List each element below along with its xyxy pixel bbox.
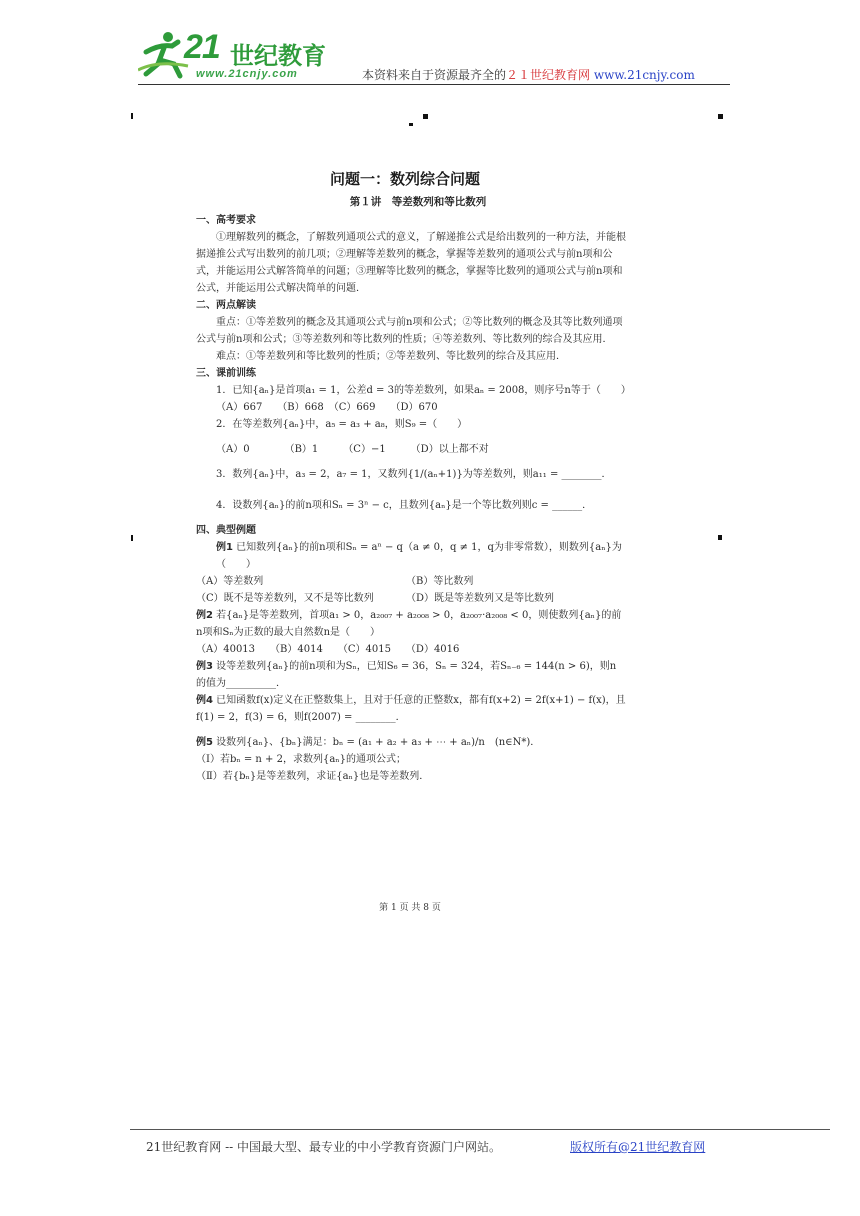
key-points-text: 重点：①等差数列的概念及其通项公式与前n项和公式；②等比数列的概念及其等比数列通项公式与前n项和公式；③等差数列和等比数列的性质；④等差数列、等比数列的综合及其应用．	[196, 317, 623, 345]
scan-mark	[423, 114, 428, 119]
example-label: 例4	[196, 695, 213, 706]
example-1-option-a: （A）等差数列	[196, 576, 264, 587]
question-3: 3．数列{aₙ}中，a₃ = 2，a₇ = 1，又数列{1/(aₙ+1)}为等差数列，则a₁₁ = ________．	[216, 469, 612, 480]
scan-mark	[131, 113, 133, 119]
page-title: 问题一：数列综合问题	[329, 170, 480, 188]
tagline-brand[interactable]: ２１世纪教育网	[506, 68, 591, 82]
requirements-text: ①理解数列的概念，了解数列通项公式的意义，了解递推公式是给出数列的一种方法，并能根据递推公式写出数列的前几项；②理解等差数列的概念，掌握等差数列的通项公式与前n项和公式，并能运用公式解答简单的问题；③理解等比数列的概念，掌握等比数列的通项公式与前n项和公式，并能运用公式解决简单的问题．	[196, 232, 626, 294]
footer-divider	[130, 1129, 830, 1130]
site-logo[interactable]	[138, 26, 338, 86]
example-2: 若{aₙ}是等差数列，首项a₁ > 0，a₂₀₀₇ + a₂₀₀₈ > 0，a₂₀₀₇·a₂₀₀₈ < 0，则使数列{aₙ}的前n项和Sₙ为正数的最大自然数n是（ ）	[196, 610, 622, 638]
footer-text: 21世纪教育网 -- 中国最大型、最专业的中小学教育资源门户网站。	[146, 1140, 502, 1154]
header-divider	[138, 84, 730, 85]
question-2-options: （A）0 （B）1 （C）−1 （D）以上都不对	[216, 444, 489, 455]
lecture-subtitle: 第１讲 等差数列和等比数列	[349, 196, 487, 208]
scan-mark	[131, 535, 133, 541]
example-5-part-2: （Ⅱ）若{bₙ}是等差数列，求证{aₙ}也是等差数列．	[196, 771, 430, 782]
section-heading: 三、课前训练	[196, 368, 256, 379]
document-body	[196, 212, 631, 785]
question-4: 4．设数列{aₙ}的前n项和Sₙ = 3ⁿ − c，且数列{aₙ}是一个等比数列则c = ______．	[216, 500, 593, 511]
example-label: 例1	[216, 542, 233, 553]
example-1-option-d: （D）既是等差数列又是等比数列	[406, 593, 555, 604]
running-figure-icon	[138, 30, 190, 80]
example-1: 已知数列{aₙ}的前n项和Sₙ = aⁿ − q（a ≠ 0，q ≠ 1，q为非零常数），则数列{aₙ}为（ ）	[216, 542, 622, 570]
scan-mark	[718, 114, 723, 119]
scan-mark	[409, 123, 413, 126]
example-5-part-1: （Ⅰ）若bₙ = n + 2，求数列{aₙ}的通项公式；	[196, 754, 406, 765]
header-tagline	[362, 66, 695, 83]
example-1-option-c: （C）既不是等差数列，又不是等比数列	[196, 593, 374, 604]
copyright-link[interactable]: 版权所有@21世纪教育网	[570, 1140, 706, 1154]
page-number: 第 1 页 共 8 页	[379, 903, 441, 913]
example-label: 例2	[196, 610, 213, 621]
section-heading: 四、典型例题	[196, 525, 256, 536]
question-2: 2．在等差数列{aₙ}中，a₅ = a₃ + a₈，则S₉ =（ ）	[216, 419, 468, 430]
example-5: 设数列{aₙ}、{bₙ}满足：bₙ = (a₁ + a₂ + a₃ + ⋯ + aₙ)/n (n∈N*)．	[216, 737, 541, 748]
section-heading: 二、两点解读	[196, 300, 256, 311]
example-3: 设等差数列{aₙ}的前n项和为Sₙ，已知S₆ = 36，Sₙ = 324，若Sₙ₋₆ = 144(n > 6)，则n的值为__________．	[196, 661, 617, 689]
question-1: 1．已知{aₙ}是首项a₁ = 1，公差d = 3的等差数列，如果aₙ = 2008，则序号n等于（ ）	[216, 385, 631, 396]
example-label: 例3	[196, 661, 213, 672]
logo-number: 21	[184, 28, 220, 66]
example-label: 例5	[196, 737, 213, 748]
example-2-options: （A）40013 （B）4014 （C）4015 （D）4016	[196, 644, 460, 655]
logo-text: 世纪教育	[230, 42, 326, 70]
example-1-option-b: （B）等比数列	[406, 576, 474, 587]
tagline-prefix: 本资料来自于资源最齐全的	[362, 68, 507, 82]
scan-mark	[718, 535, 722, 540]
logo-url: www.21cnjy.com	[196, 68, 298, 80]
question-1-options: （A）667 （B）668 （C）669 （D）670	[216, 402, 438, 413]
tagline-url-link[interactable]: www.21cnjy.com	[593, 68, 695, 82]
difficult-points-text: 难点：①等差数列和等比数列的性质；②等差数列、等比数列的综合及其应用．	[216, 351, 566, 362]
example-4: 已知函数f(x)定义在正整数集上，且对于任意的正整数x，都有f(x+2) = 2f(x+1) − f(x)，且f(1) = 2，f(3) = 6，则f(2007) = ________．	[196, 695, 626, 723]
section-heading: 一、高考要求	[196, 215, 256, 226]
